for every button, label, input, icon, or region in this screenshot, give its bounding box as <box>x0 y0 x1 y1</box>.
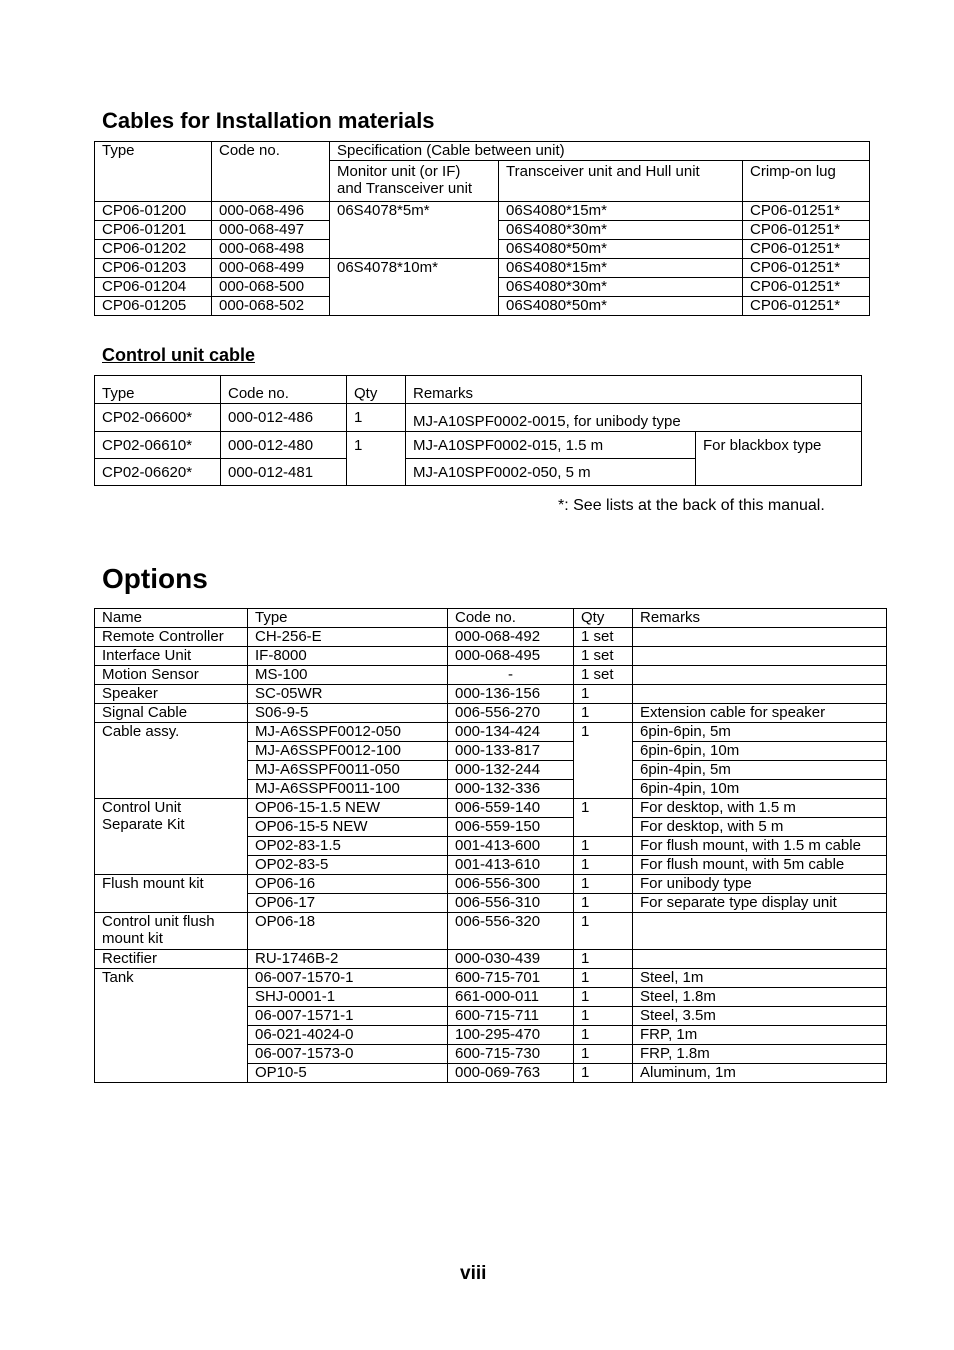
cell-type: MS-100 <box>248 666 448 685</box>
cell-code: 100-295-470 <box>448 1026 574 1045</box>
cell-name: Speaker <box>95 685 248 704</box>
cell-code: 000-132-244 <box>448 761 574 780</box>
cell-code: 006-556-270 <box>448 704 574 723</box>
cell-name: Signal Cable <box>95 704 248 723</box>
table-row <box>95 609 887 628</box>
cell-monitor: 06S4078*10m* <box>330 259 499 316</box>
cell-remarks <box>633 685 887 704</box>
cell-type: CP06-01204 <box>95 278 212 297</box>
cell-qty: 1 set <box>574 647 633 666</box>
cell-name-line1: Control unit flush <box>102 913 215 930</box>
header-type: Type <box>248 609 448 628</box>
cell-qty: 1 <box>574 913 633 950</box>
header-remarks: Remarks <box>633 609 887 628</box>
cell-qty: 1 <box>574 950 633 969</box>
table-row <box>95 913 887 950</box>
cell-qty: 1 <box>574 988 633 1007</box>
cell-qty: 1 set <box>574 628 633 647</box>
cell-remarks: MJ-A10SPF0002-015, 1.5 m <box>406 432 696 459</box>
cell-qty: 1 <box>574 799 633 837</box>
cell-code: 600-715-701 <box>448 969 574 988</box>
cell-transceiver: 06S4080*30m* <box>499 278 743 297</box>
cell-type: CH-256-E <box>248 628 448 647</box>
page-number: viii <box>460 1263 487 1284</box>
cell-name: Interface Unit <box>95 647 248 666</box>
cell-remarks: 6pin-4pin, 10m <box>633 780 887 799</box>
cell-crimp: CP06-01251* <box>743 221 870 240</box>
header-type: Type <box>95 142 212 202</box>
cell-qty: 1 <box>574 875 633 894</box>
header-transceiver: Transceiver unit and Hull unit <box>499 161 743 202</box>
cell-qty: 1 <box>574 856 633 875</box>
table-row <box>95 142 870 161</box>
cell-remarks: For flush mount, with 5m cable <box>633 856 887 875</box>
header-code: Code no. <box>212 142 330 202</box>
cell-remarks: FRP, 1.8m <box>633 1045 887 1064</box>
cell-remarks: For separate type display unit <box>633 894 887 913</box>
header-monitor-line1: Monitor unit (or IF) <box>337 163 461 180</box>
cell-remarks <box>633 628 887 647</box>
cell-code: 000-069-763 <box>448 1064 574 1083</box>
cell-remarks: MJ-A10SPF0002-0015, for unibody type <box>406 404 862 432</box>
cell-code: 000-068-492 <box>448 628 574 647</box>
table-row <box>95 875 887 894</box>
cell-remarks: For flush mount, with 1.5 m cable <box>633 837 887 856</box>
cell-type: 06-007-1570-1 <box>248 969 448 988</box>
cell-type: MJ-A6SSPF0011-100 <box>248 780 448 799</box>
cell-type: CP06-01202 <box>95 240 212 259</box>
cell-remarks: Aluminum, 1m <box>633 1064 887 1083</box>
table-row <box>95 628 887 647</box>
table-row <box>95 950 887 969</box>
cell-code: 600-715-711 <box>448 1007 574 1026</box>
header-remarks: Remarks <box>406 376 862 404</box>
cell-remarks: MJ-A10SPF0002-050, 5 m <box>406 459 696 486</box>
cell-type: 06-007-1571-1 <box>248 1007 448 1026</box>
cell-code: 000-068-500 <box>212 278 330 297</box>
cell-qty: 1 <box>574 894 633 913</box>
cell-code: 000-132-336 <box>448 780 574 799</box>
cell-qty: 1 <box>574 837 633 856</box>
cell-name: Flush mount kit <box>95 875 248 913</box>
cell-qty: 1 <box>574 969 633 988</box>
header-code: Code no. <box>221 376 347 404</box>
cell-name-line2: Separate Kit <box>102 816 185 833</box>
cell-type: CP06-01200 <box>95 202 212 221</box>
cell-code: 000-030-439 <box>448 950 574 969</box>
cell-type: OP02-83-1.5 <box>248 837 448 856</box>
cell-qty: 1 <box>574 1064 633 1083</box>
cell-crimp: CP06-01251* <box>743 202 870 221</box>
cell-remarks: For desktop, with 1.5 m <box>633 799 887 818</box>
cell-name-line2: mount kit <box>102 930 163 947</box>
cell-type: OP06-15-1.5 NEW <box>248 799 448 818</box>
header-monitor <box>330 161 499 202</box>
cell-remarks: Extension cable for speaker <box>633 704 887 723</box>
header-qty: Qty <box>574 609 633 628</box>
cell-type: CP02-06620* <box>95 459 221 486</box>
cell-monitor: 06S4078*5m* <box>330 202 499 259</box>
cell-name: Cable assy. <box>95 723 248 799</box>
cell-type: CP06-01205 <box>95 297 212 316</box>
cell-transceiver: 06S4080*15m* <box>499 259 743 278</box>
cell-name: Remote Controller <box>95 628 248 647</box>
cell-code: 000-012-486 <box>221 404 347 432</box>
header-qty: Qty <box>347 376 406 404</box>
cables-section-title: Cables for Installation materials <box>102 108 435 133</box>
cell-type: MJ-A6SSPF0012-100 <box>248 742 448 761</box>
cell-type: OP06-16 <box>248 875 448 894</box>
footnote: *: See lists at the back of this manual. <box>558 497 825 514</box>
cell-code: 006-559-140 <box>448 799 574 818</box>
table-row <box>95 647 887 666</box>
cell-code: 006-559-150 <box>448 818 574 837</box>
cell-type: IF-8000 <box>248 647 448 666</box>
cables-table <box>94 141 870 316</box>
cell-remarks: 6pin-4pin, 5m <box>633 761 887 780</box>
cell-type: 06-007-1573-0 <box>248 1045 448 1064</box>
cell-remarks <box>633 647 887 666</box>
cell-remarks: For desktop, with 5 m <box>633 818 887 837</box>
cell-remarks: 6pin-6pin, 10m <box>633 742 887 761</box>
cell-qty: 1 <box>574 1026 633 1045</box>
cell-remarks: 6pin-6pin, 5m <box>633 723 887 742</box>
cell-name: Rectifier <box>95 950 248 969</box>
cell-qty: 1 <box>574 1045 633 1064</box>
cell-qty: 1 <box>574 685 633 704</box>
cell-type: MJ-A6SSPF0011-050 <box>248 761 448 780</box>
cell-crimp: CP06-01251* <box>743 278 870 297</box>
cell-remarks: For unibody type <box>633 875 887 894</box>
cell-name-line1: Control Unit <box>102 799 182 816</box>
table-row <box>95 685 887 704</box>
control-cable-table <box>94 375 862 486</box>
control-section-title: Control unit cable <box>102 345 255 365</box>
table-row <box>95 704 887 723</box>
table-row <box>95 969 887 988</box>
table-row <box>95 376 862 404</box>
table-row <box>95 799 887 818</box>
cell-code: 000-068-499 <box>212 259 330 278</box>
cell-name: Motion Sensor <box>95 666 248 685</box>
cell-code: 000-136-156 <box>448 685 574 704</box>
cell-code: 000-068-502 <box>212 297 330 316</box>
cell-crimp: CP06-01251* <box>743 297 870 316</box>
cell-remarks: Steel, 3.5m <box>633 1007 887 1026</box>
cell-qty: 1 set <box>574 666 633 685</box>
cell-type: CP02-06610* <box>95 432 221 459</box>
header-name: Name <box>95 609 248 628</box>
cell-type: S06-9-5 <box>248 704 448 723</box>
cell-transceiver: 06S4080*15m* <box>499 202 743 221</box>
cell-code: 001-413-600 <box>448 837 574 856</box>
cell-code: 000-068-497 <box>212 221 330 240</box>
table-row <box>95 202 870 221</box>
cell-remarks <box>633 666 887 685</box>
table-row <box>95 404 862 432</box>
cell-type: CP06-01203 <box>95 259 212 278</box>
cell-qty: 1 <box>574 723 633 799</box>
cell-type: OP06-17 <box>248 894 448 913</box>
cell-code: 001-413-610 <box>448 856 574 875</box>
cell-code: 000-068-498 <box>212 240 330 259</box>
cell-remarks: FRP, 1m <box>633 1026 887 1045</box>
cell-type: CP02-06600* <box>95 404 221 432</box>
cell-name <box>95 799 248 875</box>
cell-type: RU-1746B-2 <box>248 950 448 969</box>
cell-type: OP06-18 <box>248 913 448 950</box>
cell-transceiver: 06S4080*50m* <box>499 240 743 259</box>
table-row <box>95 259 870 278</box>
cell-code: 000-012-481 <box>221 459 347 486</box>
cell-crimp: CP06-01251* <box>743 259 870 278</box>
options-section-title: Options <box>102 563 208 594</box>
cell-type: SHJ-0001-1 <box>248 988 448 1007</box>
header-crimp: Crimp-on lug <box>743 161 870 202</box>
cell-code: 006-556-310 <box>448 894 574 913</box>
cell-code: 006-556-320 <box>448 913 574 950</box>
cell-type: OP06-15-5 NEW <box>248 818 448 837</box>
cell-qty: 1 <box>347 432 406 486</box>
cell-code: 000-134-424 <box>448 723 574 742</box>
cell-remarks: Steel, 1m <box>633 969 887 988</box>
cell-qty: 1 <box>574 704 633 723</box>
cell-code: 000-068-496 <box>212 202 330 221</box>
options-table <box>94 608 887 1083</box>
cell-code: 000-133-817 <box>448 742 574 761</box>
cell-name <box>95 913 248 950</box>
header-monitor-line2: and Transceiver unit <box>337 180 473 197</box>
cell-name: Tank <box>95 969 248 1083</box>
header-code: Code no. <box>448 609 574 628</box>
cell-type: 06-021-4024-0 <box>248 1026 448 1045</box>
cell-type: OP10-5 <box>248 1064 448 1083</box>
cell-type: SC-05WR <box>248 685 448 704</box>
cell-code: - <box>448 666 574 685</box>
cell-qty: 1 <box>574 1007 633 1026</box>
cell-type: OP02-83-5 <box>248 856 448 875</box>
table-row <box>95 666 887 685</box>
cell-transceiver: 06S4080*30m* <box>499 221 743 240</box>
header-spec: Specification (Cable between unit) <box>330 142 870 161</box>
cell-code: 600-715-730 <box>448 1045 574 1064</box>
cell-qty: 1 <box>347 404 406 432</box>
header-type: Type <box>95 376 221 404</box>
cell-transceiver: 06S4080*50m* <box>499 297 743 316</box>
cell-remarks <box>633 950 887 969</box>
table-row <box>95 432 862 459</box>
table-row <box>95 723 887 742</box>
cell-code: 000-012-480 <box>221 432 347 459</box>
cell-note: For blackbox type <box>696 432 862 486</box>
cell-remarks: Steel, 1.8m <box>633 988 887 1007</box>
cell-code: 006-556-300 <box>448 875 574 894</box>
cell-code: 661-000-011 <box>448 988 574 1007</box>
cell-crimp: CP06-01251* <box>743 240 870 259</box>
cell-code: 000-068-495 <box>448 647 574 666</box>
cell-remarks <box>633 913 887 950</box>
cell-type: CP06-01201 <box>95 221 212 240</box>
cell-type: MJ-A6SSPF0012-050 <box>248 723 448 742</box>
